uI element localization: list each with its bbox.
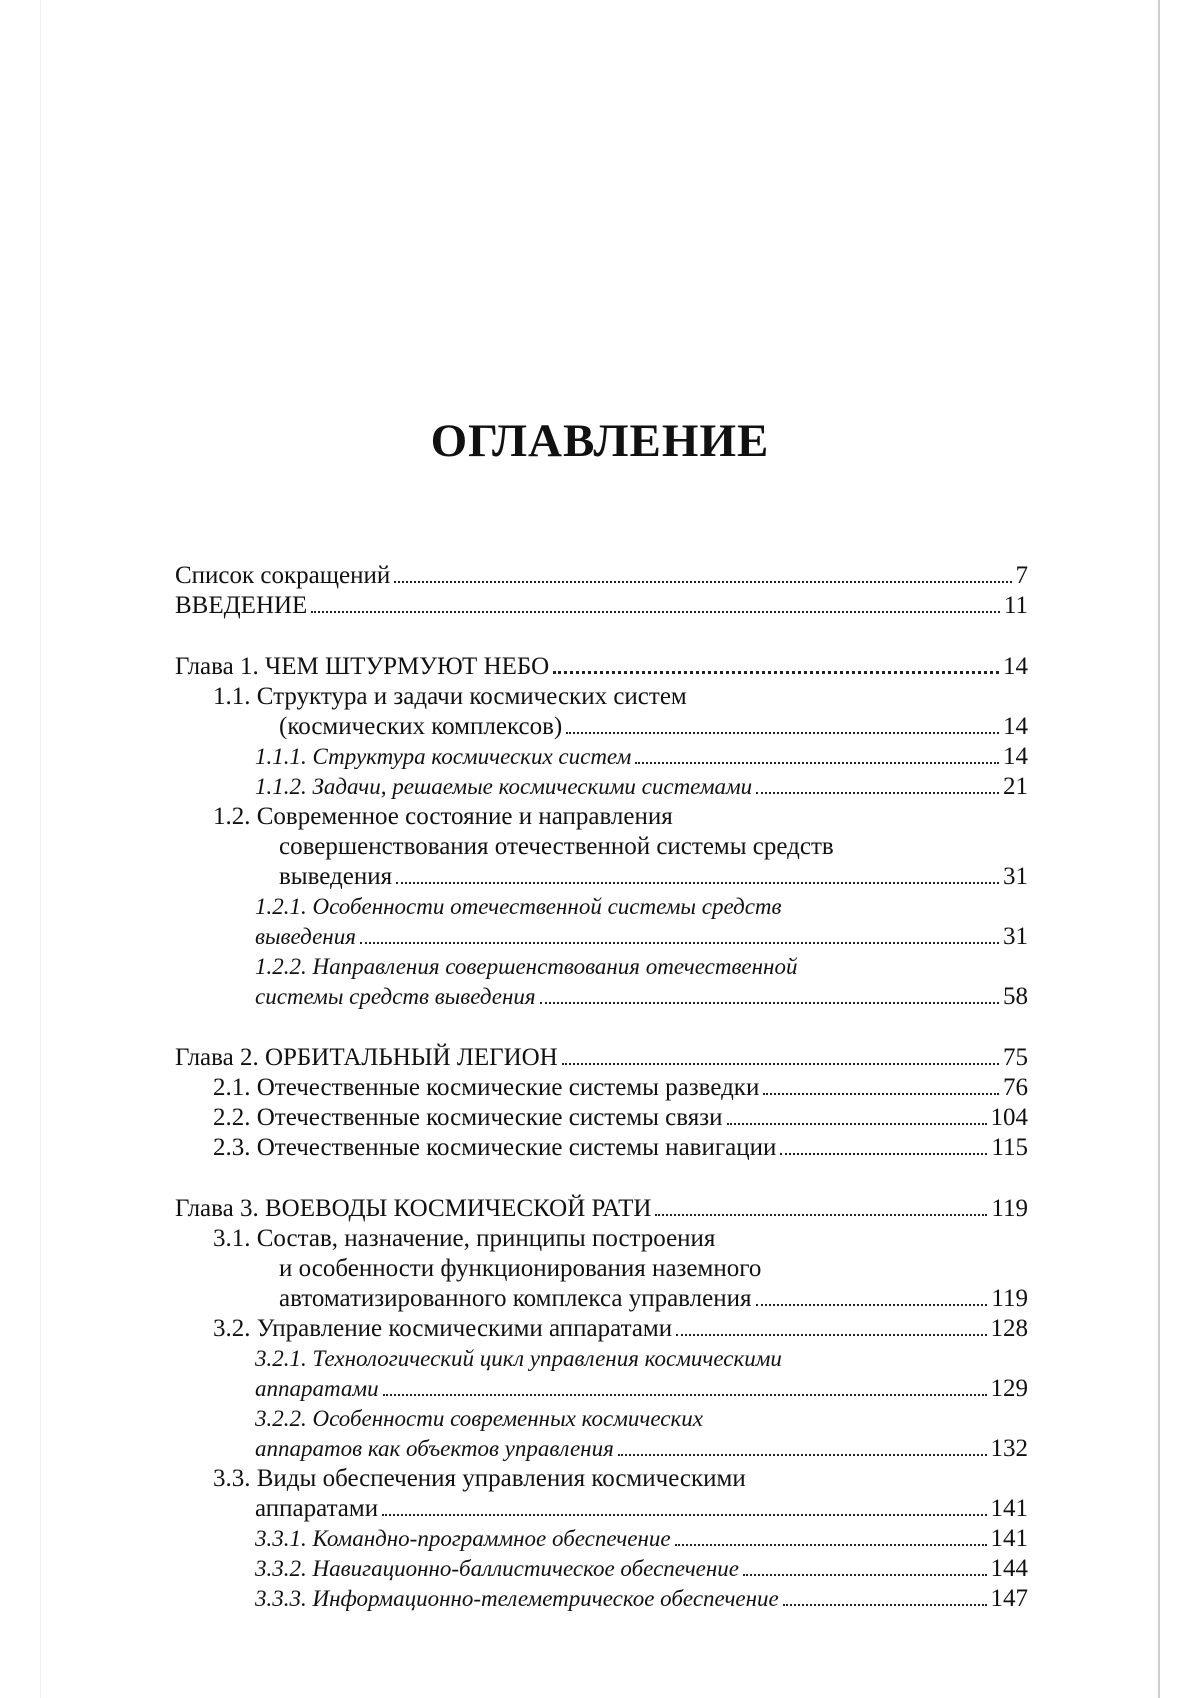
toc-entry-2-3[interactable]: [175, 1133, 1028, 1163]
toc-leader-dots: [618, 1454, 987, 1456]
toc-entry-1-2-1[interactable]: [175, 892, 1028, 952]
toc-page-number: 115: [991, 1134, 1028, 1161]
toc-page-number: 119: [991, 1285, 1028, 1312]
toc-entry-3-2-2[interactable]: [175, 1404, 1028, 1464]
toc-leader-dots: [540, 1002, 999, 1004]
toc-entry-3-2-1[interactable]: [175, 1344, 1028, 1404]
toc-page-number: 21: [1003, 773, 1028, 800]
toc-page-number: 75: [1003, 1044, 1028, 1071]
toc-entry-label: 3.2.2. Особенности современных космических: [255, 1406, 703, 1431]
toc-page-number: 76: [1003, 1074, 1028, 1101]
toc-entry-label-cont: и особенности функционирования наземного: [279, 1255, 762, 1282]
toc-entry-3-1[interactable]: [175, 1224, 1028, 1314]
toc-leader-dots: [783, 1604, 987, 1606]
toc-entry-chapter-1[interactable]: [175, 652, 1028, 682]
toc-entry-label: 2.2. Отечественные космические системы связи: [213, 1104, 723, 1131]
toc-entry-3-2[interactable]: [175, 1314, 1028, 1344]
toc-entry-label-cont: системы средств выведения: [255, 984, 536, 1009]
table-of-contents: [175, 561, 1028, 1645]
toc-leader-dots: [553, 671, 999, 674]
toc-leader-dots: [676, 1334, 986, 1336]
toc-entry-line: [175, 1374, 1028, 1404]
toc-entry-label: 3.3.3. Информационно-телеметрическое обеспечение: [255, 1586, 779, 1611]
toc-entry-label: 1.1. Структура и задачи космических систем: [213, 683, 687, 710]
toc-chapter-2: [175, 1043, 1028, 1163]
toc-page-number: 14: [1003, 653, 1028, 680]
toc-page-number: 132: [990, 1435, 1028, 1462]
toc-entry-1-2[interactable]: [175, 802, 1028, 892]
toc-front-matter: [175, 561, 1028, 621]
toc-chapter-1: [175, 652, 1028, 1012]
toc-leader-dots: [394, 581, 1011, 583]
toc-entry-label: Глава 1. ЧЕМ ШТУРМУЮТ НЕБО: [175, 653, 550, 680]
toc-entry-label: 1.1.1. Структура космических систем: [255, 744, 632, 769]
toc-entry-label: 1.2.2. Направления совершенствования отечественной: [255, 954, 798, 979]
toc-leader-dots: [756, 1304, 988, 1306]
toc-page-number: 141: [990, 1495, 1028, 1522]
toc-entry-label-cont: аппаратов как объектов управления: [255, 1436, 614, 1461]
page-edge-left: [40, 0, 41, 1698]
toc-entry-label-cont: (космических комплексов): [279, 713, 563, 740]
toc-entry-1-1[interactable]: [175, 682, 1028, 742]
toc-entry-2-2[interactable]: [175, 1103, 1028, 1133]
toc-entry-3-3-2[interactable]: [175, 1554, 1028, 1584]
page-edge-right: [1158, 0, 1160, 1698]
toc-leader-dots: [311, 611, 1000, 613]
toc-entry-label-cont: аппаратами: [255, 1495, 379, 1522]
toc-page-number: 129: [990, 1375, 1028, 1402]
toc-leader-dots: [727, 1123, 987, 1125]
toc-page-number: 31: [1003, 923, 1028, 950]
toc-entry-label: 3.2.1. Технологический цикл управления космическими: [255, 1346, 782, 1371]
toc-entry-label: 2.1. Отечественные космические системы разведки: [213, 1074, 760, 1101]
toc-entry-3-3[interactable]: [175, 1464, 1028, 1524]
toc-leader-dots: [655, 1214, 987, 1216]
toc-entry-label: 1.2.1. Особенности отечественной системы средств: [255, 894, 782, 919]
toc-entry-line: [175, 1284, 1028, 1314]
toc-entry-chapter-2[interactable]: [175, 1043, 1028, 1073]
toc-entry-label: 3.2. Управление космическими аппаратами: [213, 1315, 673, 1342]
toc-entry-3-3-1[interactable]: [175, 1524, 1028, 1554]
toc-entry-line: [175, 1434, 1028, 1464]
toc-leader-dots: [382, 1514, 986, 1516]
toc-leader-dots: [396, 882, 999, 884]
toc-entry-chapter-3[interactable]: [175, 1194, 1028, 1224]
toc-entry-label: 3.3.2. Навигационно-баллистическое обеспечение: [255, 1556, 739, 1581]
toc-leader-dots: [675, 1544, 987, 1546]
toc-entry-label-cont: аппаратами: [255, 1376, 379, 1401]
toc-page-number: 147: [990, 1585, 1028, 1612]
toc-entry-introduction[interactable]: [175, 591, 1028, 621]
toc-leader-dots: [360, 942, 999, 944]
toc-leader-dots: [635, 762, 999, 764]
toc-entry-label: 3.3. Виды обеспечения управления космическими: [213, 1465, 746, 1492]
toc-entry-3-3-3[interactable]: [175, 1584, 1028, 1614]
toc-entry-label-cont: выведения: [255, 924, 356, 949]
page-title: ОГЛАВЛЕНИЕ: [430, 415, 770, 467]
toc-entry-label: 1.2. Современное состояние и направления: [213, 803, 673, 830]
toc-entry-line: [175, 1494, 1028, 1524]
toc-entry-label: Глава 3. ВОЕВОДЫ КОСМИЧЕСКОЙ РАТИ: [175, 1195, 652, 1222]
toc-page-number: 141: [990, 1525, 1028, 1552]
toc-page-number: 11: [1003, 592, 1028, 619]
toc-page-number: 14: [1003, 713, 1028, 740]
toc-page-number: 104: [990, 1104, 1028, 1131]
toc-entry-line: [175, 922, 1028, 952]
toc-leader-dots: [562, 1063, 999, 1065]
toc-leader-dots: [383, 1394, 987, 1396]
toc-page-number: 14: [1003, 743, 1028, 770]
toc-entry-line: [175, 982, 1028, 1012]
toc-entry-label-cont: автоматизированного комплекса управления: [279, 1285, 752, 1312]
toc-entry-label: Список сокращений: [175, 562, 391, 589]
toc-page-number: 119: [991, 1195, 1028, 1222]
toc-entry-label: ВВЕДЕНИЕ: [175, 592, 308, 619]
toc-entry-label-cont: выведения: [279, 863, 393, 890]
toc-page-number: 31: [1003, 863, 1028, 890]
toc-entry-1-1-1[interactable]: [175, 742, 1028, 772]
toc-entry-label: 3.3.1. Командно-программное обеспечение: [255, 1526, 671, 1551]
toc-entry-label: 2.3. Отечественные космические системы навигации: [213, 1134, 777, 1161]
toc-entry-line: [175, 712, 1028, 742]
toc-page-number: 128: [990, 1315, 1028, 1342]
toc-leader-dots: [743, 1574, 987, 1576]
toc-page-number: 58: [1003, 983, 1028, 1010]
toc-entry-line: [175, 862, 1028, 892]
toc-entry-label: 1.1.2. Задачи, решаемые космическими системами: [255, 774, 753, 799]
toc-leader-dots: [566, 732, 999, 734]
toc-chapter-3: [175, 1194, 1028, 1614]
toc-entry-label: 3.1. Состав, назначение, принципы построения: [213, 1225, 716, 1252]
toc-page-number: 7: [1015, 562, 1028, 589]
toc-entry-2-1[interactable]: [175, 1073, 1028, 1103]
toc-page-number: 144: [990, 1555, 1028, 1582]
toc-entry-label-cont: совершенствования отечественной системы средств: [279, 833, 834, 860]
toc-leader-dots: [780, 1153, 987, 1155]
toc-entry-1-2-2[interactable]: [175, 952, 1028, 1012]
toc-entry-1-1-2[interactable]: [175, 772, 1028, 802]
toc-leader-dots: [756, 792, 999, 794]
toc-leader-dots: [763, 1093, 999, 1095]
toc-entry-abbreviations[interactable]: [175, 561, 1028, 591]
toc-entry-label: Глава 2. ОРБИТАЛЬНЫЙ ЛЕГИОН: [175, 1044, 558, 1071]
